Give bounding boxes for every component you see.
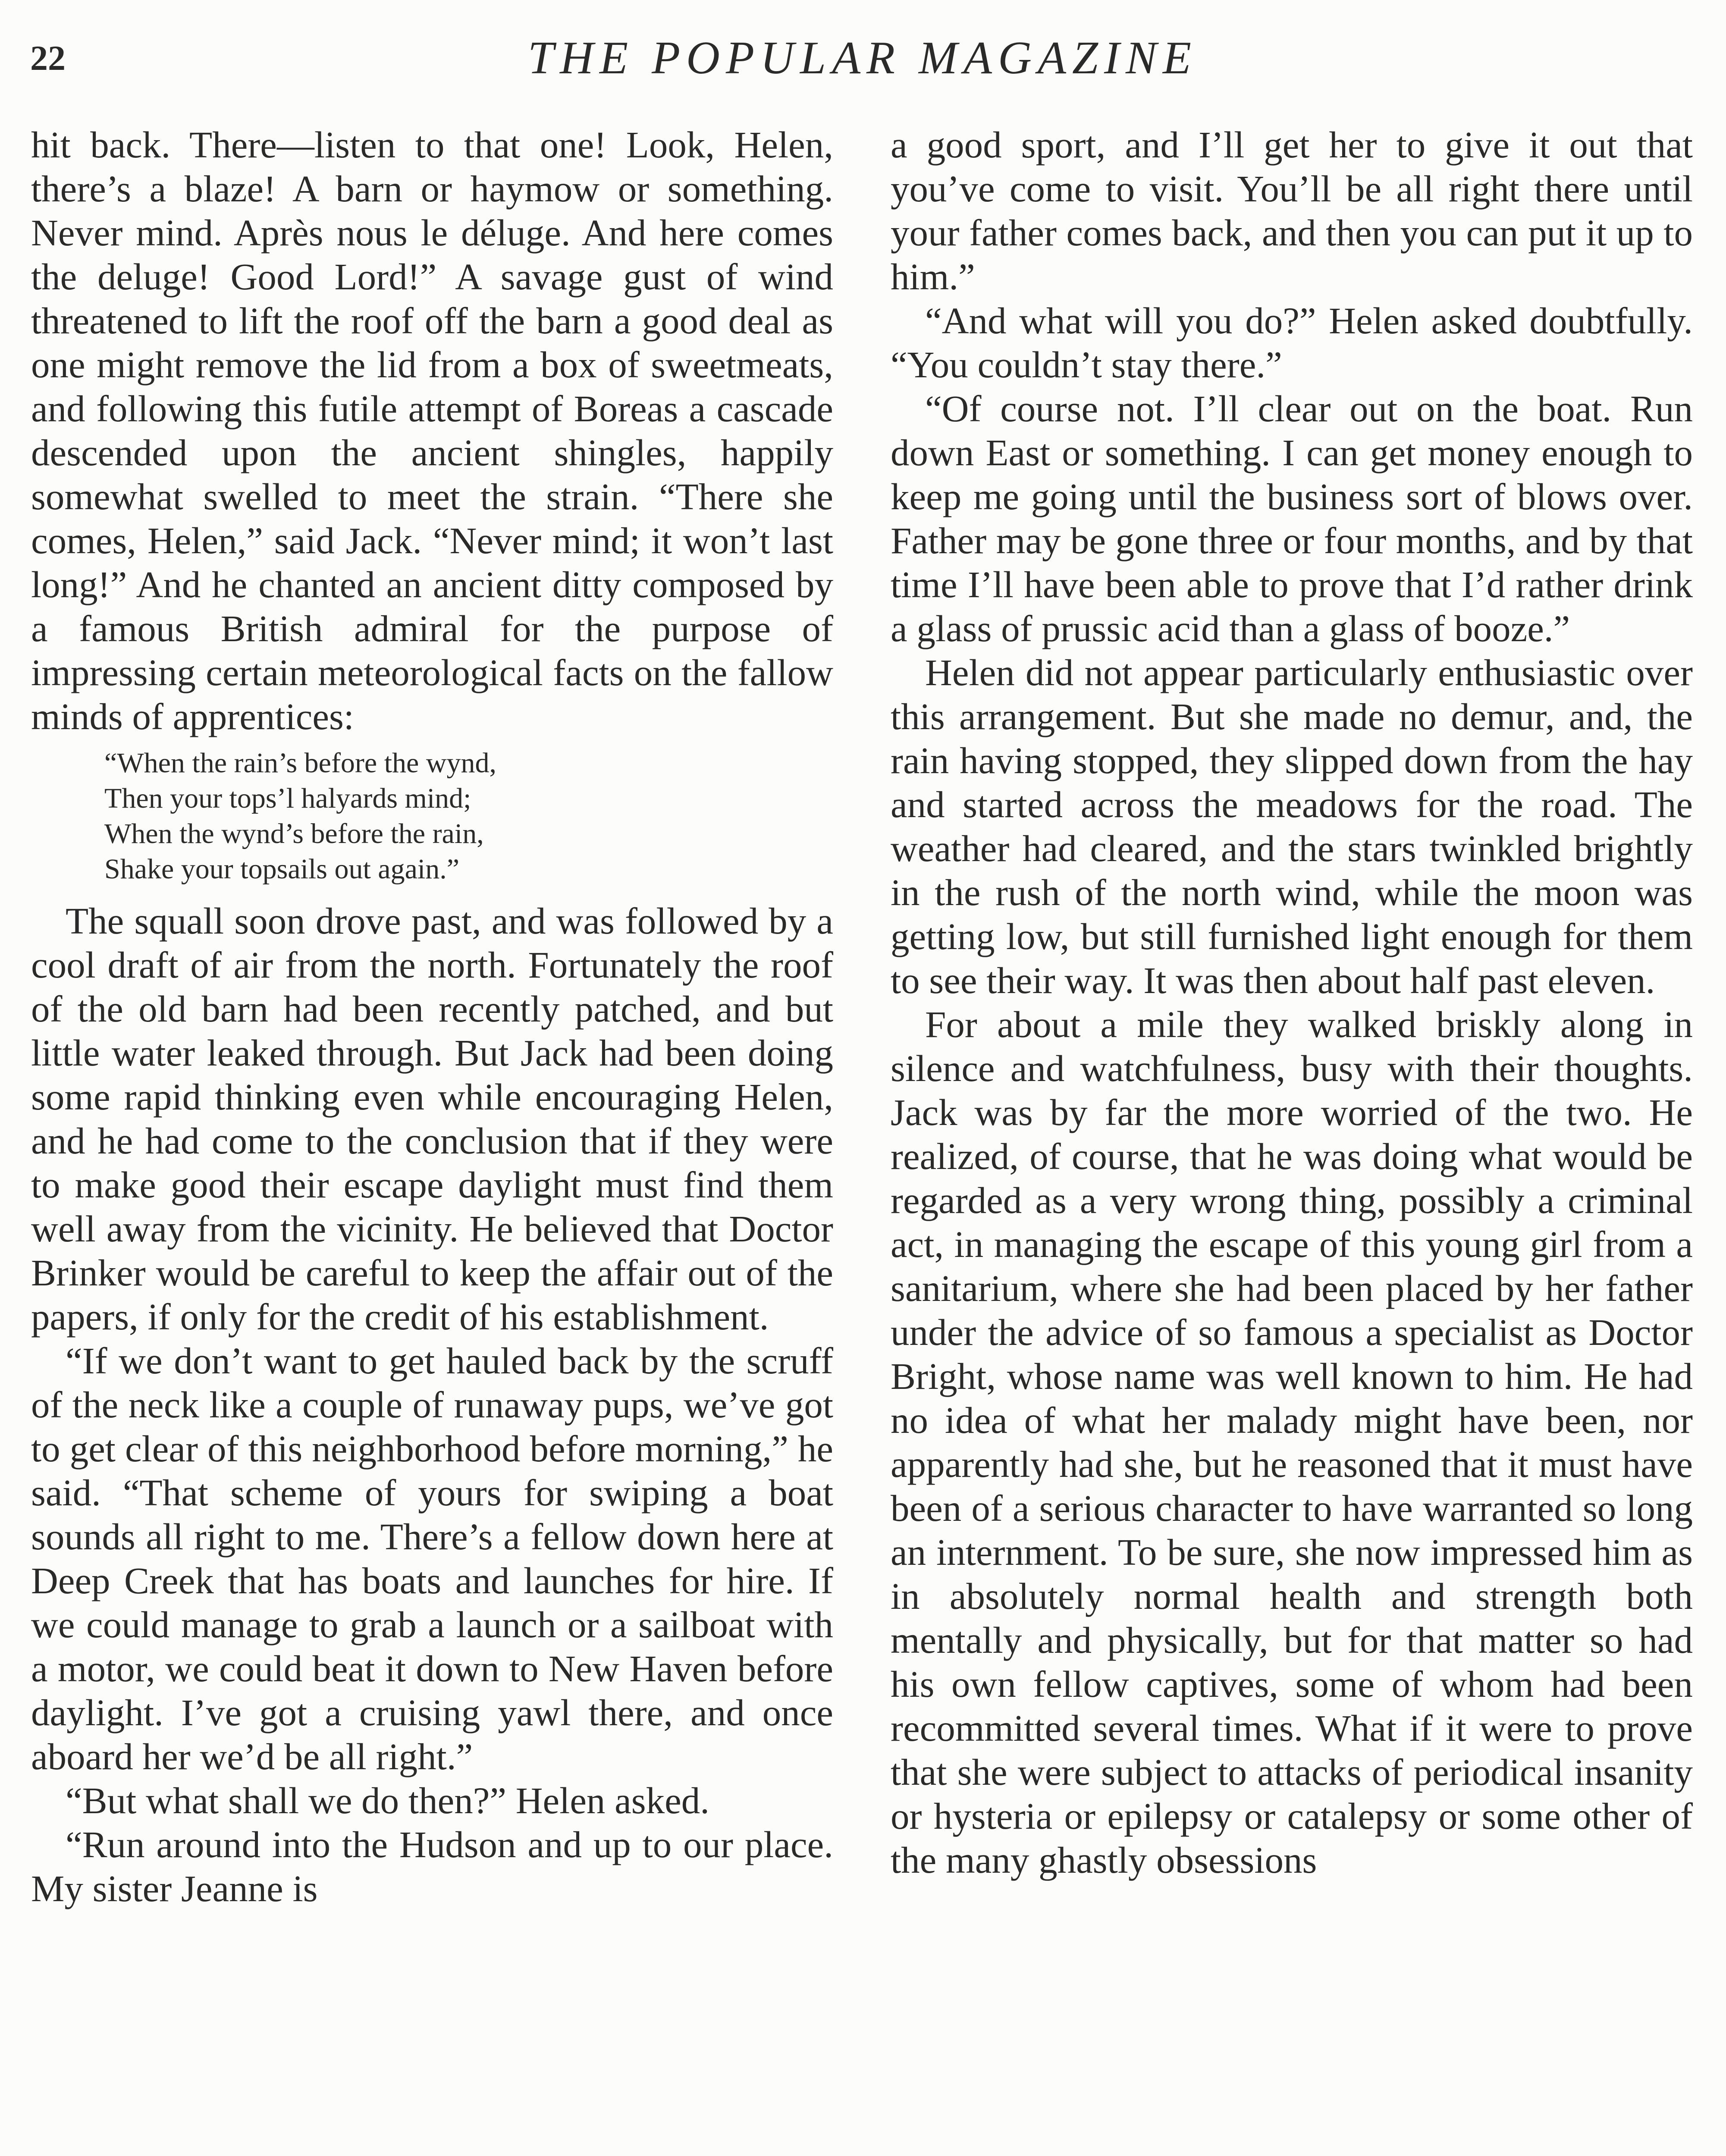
- verse-line: “When the rain’s before the wynd,: [104, 747, 496, 779]
- paragraph: a good sport, and I’ll get her to give it out that you’ve come to visit. You’ll be all right there until your father comes back, and then you can put it up to him.”: [891, 124, 1693, 298]
- paragraph: The squall soon drove past, and was followed by a cool draft of air from the north. Fortunately the roof of the old barn had been recently patched, and but little water leaked through. But Jack had been doing some rapid thinking even while encouraging Helen, and he had come to the conclusion that if they were to make good their escape daylight must find them well away from the vicinity. He believed that Doctor Brinker would be careful to keep the affair out of the papers, if only for the credit of his establishment.: [31, 900, 833, 1338]
- paragraph: Helen did not appear particularly enthusiastic over this arrangement. But she made no demur, and, the rain having stopped, they slipped down from the hay and started across the meadows for the road. The weather had cleared, and the stars twinkled brightly in the rush of the north wind, while the moon was getting low, but still furnished light enough for them to see their way. It was then about half past eleven.: [891, 652, 1693, 1001]
- paragraph: “Of course not. I’ll clear out on the boat. Run down East or something. I can get money enough to keep me going until the business sort of blows over. Father may be gone three or four months, and by that time I’ll have been able to prove that I’d rather drink a glass of prussic acid than a glass of booze.”: [891, 388, 1693, 649]
- right-column: [891, 123, 1693, 1882]
- verse-line: Then your tops’l halyards mind;: [104, 783, 471, 814]
- paragraph: “And what will you do?” Helen asked doubtfully. “You couldn’t stay there.”: [891, 300, 1693, 385]
- paragraph: For about a mile they walked briskly along in silence and watchfulness, busy with their thoughts. Jack was by far the more worried of the two. He realized, of course, that he was doing what would be regarded as a very wrong thing, possibly a criminal act, in managing the escape of this young girl from a sanitarium, where she had been placed by her father under the advice of so famous a specialist as Doctor Bright, whose name was well known to him. He had no idea of what her malady might have been, nor apparently had she, but he reasoned that it must have been of a serious character to have warranted so long an internment. To be sure, she now impressed him as in absolutely normal health and strength both mentally and physically, but for that matter so had his own fellow captives, some of whom had been recommitted several times. What if it were to prove that she were subject to attacks of periodical insanity or hysteria or epilepsy or catalepsy or some other of the many ghastly obsessions: [891, 1003, 1693, 1881]
- page-header: [30, 30, 1695, 95]
- paragraph: “But what shall we do then?” Helen asked.: [66, 1780, 710, 1821]
- paragraph: hit back. There—listen to that one! Look, Helen, there’s a blaze! A barn or haymow or something. Never mind. Après nous le déluge. And here comes the deluge! Good Lord!” A savage gust of wind threatened to lift the roof off the barn a good deal as one might remove the lid from a box of sweetmeats, and following this futile attempt of Boreas a cascade descended upon the ancient shingles, happily somewhat swelled to meet the strain. “There she comes, Helen,” said Jack. “Never mind; it won’t last long!” And he chanted an ancient ditty composed by a famous British admiral for the purpose of impressing certain meteorological facts on the fallow minds of apprentices:: [31, 124, 833, 737]
- running-title: THE POPULAR MAGAZINE: [528, 32, 1197, 84]
- page-number: 22: [30, 38, 66, 78]
- verse-line: Shake your topsails out again.”: [104, 853, 460, 885]
- paragraph: “Run around into the Hudson and up to our place. My sister Jeanne is: [31, 1824, 833, 1909]
- verse-quote: [31, 746, 833, 887]
- paragraph: “If we don’t want to get hauled back by the scruff of the neck like a couple of runaway pups, we’ve got to get clear of this neighborhood before morning,” he said. “That scheme of yours for swiping a boat sounds all right to me. There’s a fellow down here at Deep Creek that has boats and launches for hire. If we could manage to grab a launch or a sailboat with a motor, we could beat it down to New Haven before daylight. I’ve got a cruising yawl there, and once aboard her we’d be all right.”: [31, 1340, 833, 1777]
- left-column: [31, 123, 833, 1911]
- verse-line: When the wynd’s before the rain,: [104, 818, 484, 849]
